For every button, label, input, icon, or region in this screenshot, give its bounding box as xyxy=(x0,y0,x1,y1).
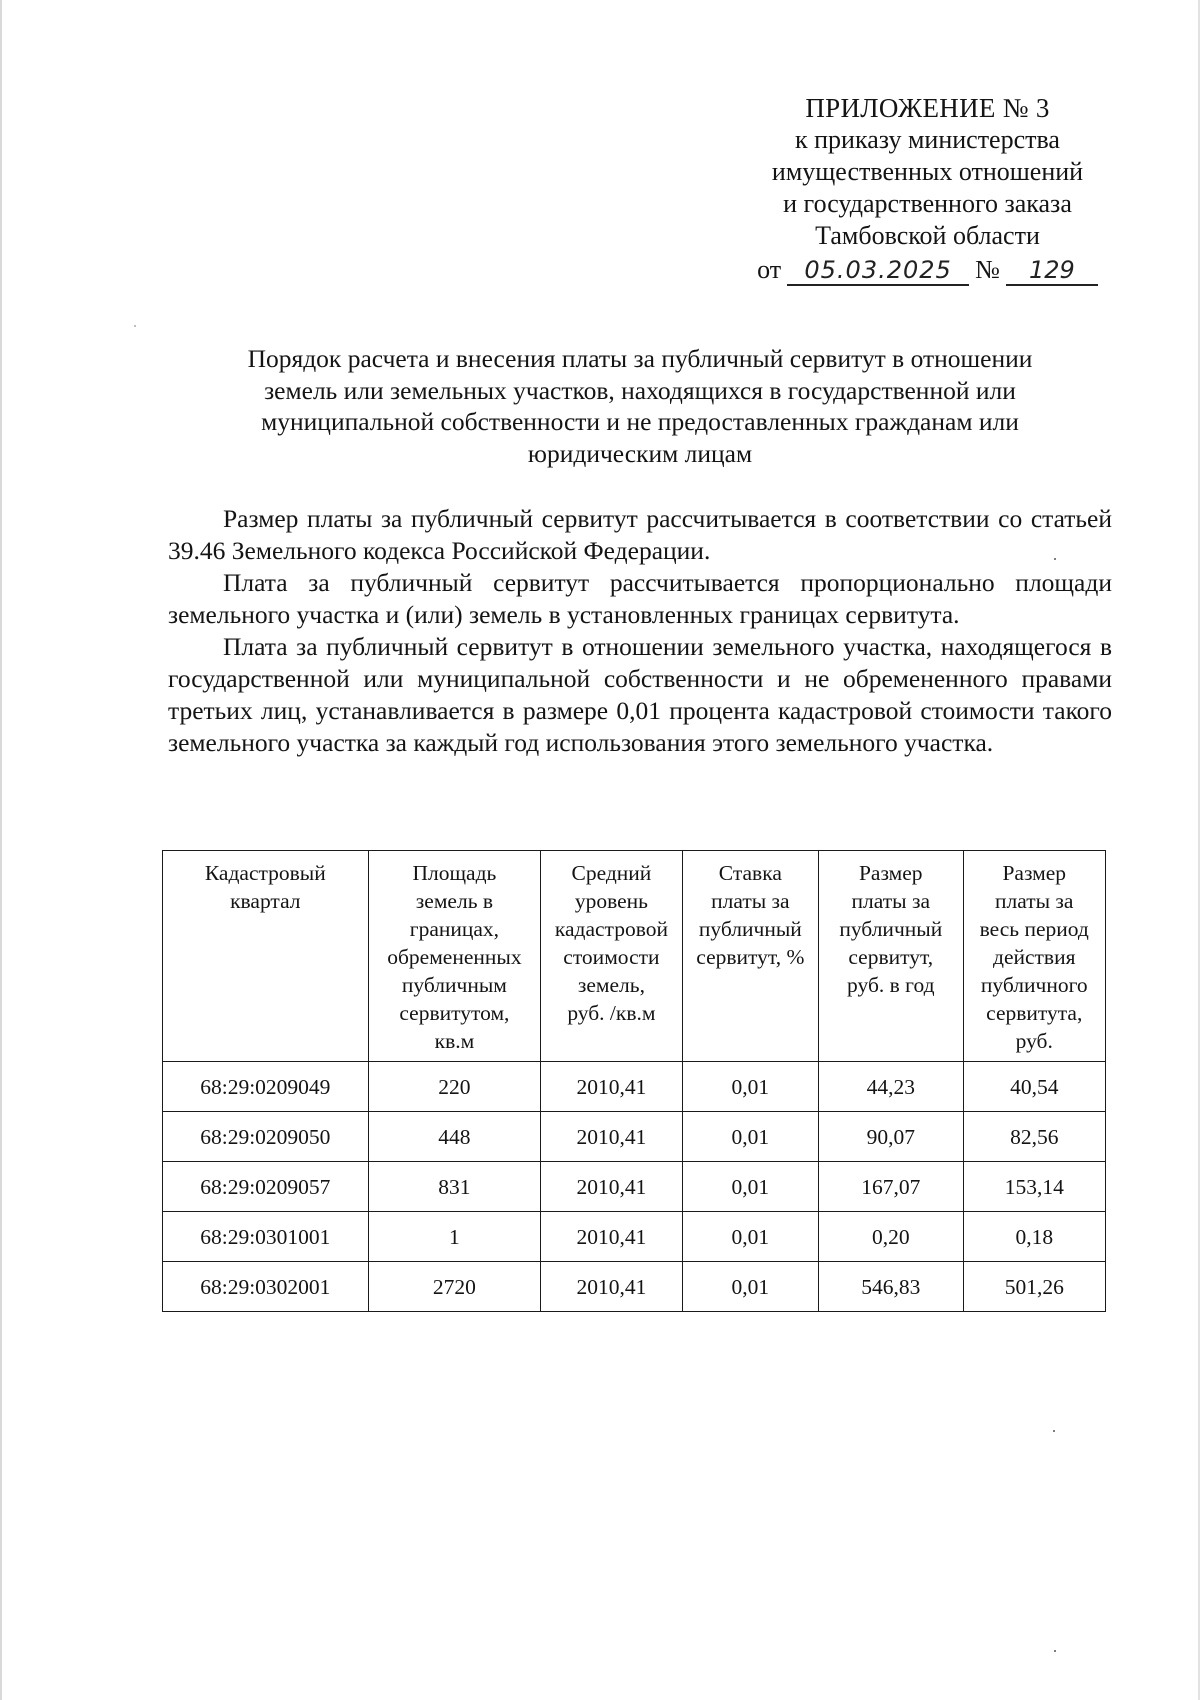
header-total-period-fee: Размер платы за весь период действия публичного сервитута, руб. xyxy=(963,851,1106,1062)
header-average-cadastral-value: Средний уровень кадастровой стоимости земель, руб. /кв.м xyxy=(541,851,682,1062)
cell-area: 1 xyxy=(368,1212,541,1262)
header-area: Площадь земель в границах, обремененных публичным сервитутом, кв.м xyxy=(368,851,541,1062)
cell-annual-fee: 167,07 xyxy=(819,1162,963,1212)
header-annual-fee: Размер платы за публичный сервитут, руб. в год xyxy=(819,851,963,1062)
cell-area: 831 xyxy=(368,1162,541,1212)
cell-average-value: 2010,41 xyxy=(541,1212,682,1262)
cell-average-value: 2010,41 xyxy=(541,1112,682,1162)
header-line: имущественных отношений xyxy=(771,157,1084,186)
number-label: № xyxy=(975,255,1000,284)
header-cadastral-quarter: Кадастровый квартал xyxy=(163,851,369,1062)
cell-annual-fee: 90,07 xyxy=(819,1112,963,1162)
cell-annual-fee: 44,23 xyxy=(819,1062,963,1112)
paragraph: Плата за публичный сервитут рассчитывается пропорционально площади земельного участка и (или) земель в установленных границах сервитута. xyxy=(168,568,1112,629)
cell-rate: 0,01 xyxy=(682,1212,818,1262)
title-line: муниципальной собственности и не предоставленных гражданам или xyxy=(261,407,1019,436)
from-label: от xyxy=(757,255,782,284)
document-title xyxy=(160,343,1120,469)
cell-total-fee: 153,14 xyxy=(963,1162,1106,1212)
handwritten-number: 129 xyxy=(1006,256,1098,286)
title-line: юридическим лицам xyxy=(527,438,753,468)
cell-cadastral-quarter: 68:29:0302001 xyxy=(163,1262,369,1312)
scan-edge-left xyxy=(0,0,2,1700)
table-row xyxy=(163,1262,1106,1312)
scan-speck xyxy=(1054,1650,1056,1652)
cell-cadastral-quarter: 68:29:0209057 xyxy=(163,1162,369,1212)
cell-cadastral-quarter: 68:29:0301001 xyxy=(163,1212,369,1262)
cell-rate: 0,01 xyxy=(682,1062,818,1112)
title-line: Порядок расчета и внесения платы за публичный сервитут в отношении xyxy=(247,344,1033,373)
appendix-header xyxy=(740,92,1115,286)
header-line: Тамбовской области xyxy=(815,221,1040,250)
header-line: и государственного заказа xyxy=(783,189,1072,218)
table-row xyxy=(163,1212,1106,1262)
body-text xyxy=(168,503,1112,759)
cell-area: 220 xyxy=(368,1062,541,1112)
table-header-row xyxy=(163,851,1106,1062)
cell-total-fee: 0,18 xyxy=(963,1212,1106,1262)
table-row xyxy=(163,1062,1106,1112)
cell-total-fee: 40,54 xyxy=(963,1062,1106,1112)
paragraph: Плата за публичный сервитут в отношении земельного участка, находящегося в государственной или муниципальной собственности и не обремененного правами третьих лиц, устанавливается в размере 0,01 процента кадастровой стоимости такого земельного участка за каждый год использования этого земельного участка. xyxy=(168,632,1112,757)
header-line: к приказу министерства xyxy=(795,125,1060,154)
cell-total-fee: 501,26 xyxy=(963,1262,1106,1312)
table-row xyxy=(163,1112,1106,1162)
paragraph: Размер платы за публичный сервитут рассчитывается в соответствии со статьей 39.46 Земельного кодекса Российской Федерации. xyxy=(168,504,1112,565)
scan-speck xyxy=(1053,1430,1055,1432)
cell-cadastral-quarter: 68:29:0209050 xyxy=(163,1112,369,1162)
servitude-fee-table xyxy=(162,850,1106,1312)
cell-average-value: 2010,41 xyxy=(541,1062,682,1112)
handwritten-date: 05.03.2025 xyxy=(787,256,969,286)
cell-annual-fee: 0,20 xyxy=(819,1212,963,1262)
header-fee-rate: Ставка платы за публичный сервитут, % xyxy=(682,851,818,1062)
cell-total-fee: 82,56 xyxy=(963,1112,1106,1162)
cell-average-value: 2010,41 xyxy=(541,1262,682,1312)
cell-area: 448 xyxy=(368,1112,541,1162)
appendix-title: ПРИЛОЖЕНИЕ № 3 xyxy=(805,93,1050,123)
order-date-number-line xyxy=(740,254,1115,286)
cell-average-value: 2010,41 xyxy=(541,1162,682,1212)
cell-area: 2720 xyxy=(368,1262,541,1312)
title-line: земель или земельных участков, находящихся в государственной или xyxy=(264,375,1016,405)
cell-rate: 0,01 xyxy=(682,1162,818,1212)
scan-speck xyxy=(134,325,136,327)
cell-cadastral-quarter: 68:29:0209049 xyxy=(163,1062,369,1112)
cell-annual-fee: 546,83 xyxy=(819,1262,963,1312)
cell-rate: 0,01 xyxy=(682,1112,818,1162)
scan-speck xyxy=(1054,558,1056,560)
servitude-fee-table-wrap xyxy=(162,850,1106,1312)
cell-rate: 0,01 xyxy=(682,1262,818,1312)
table-row xyxy=(163,1162,1106,1212)
